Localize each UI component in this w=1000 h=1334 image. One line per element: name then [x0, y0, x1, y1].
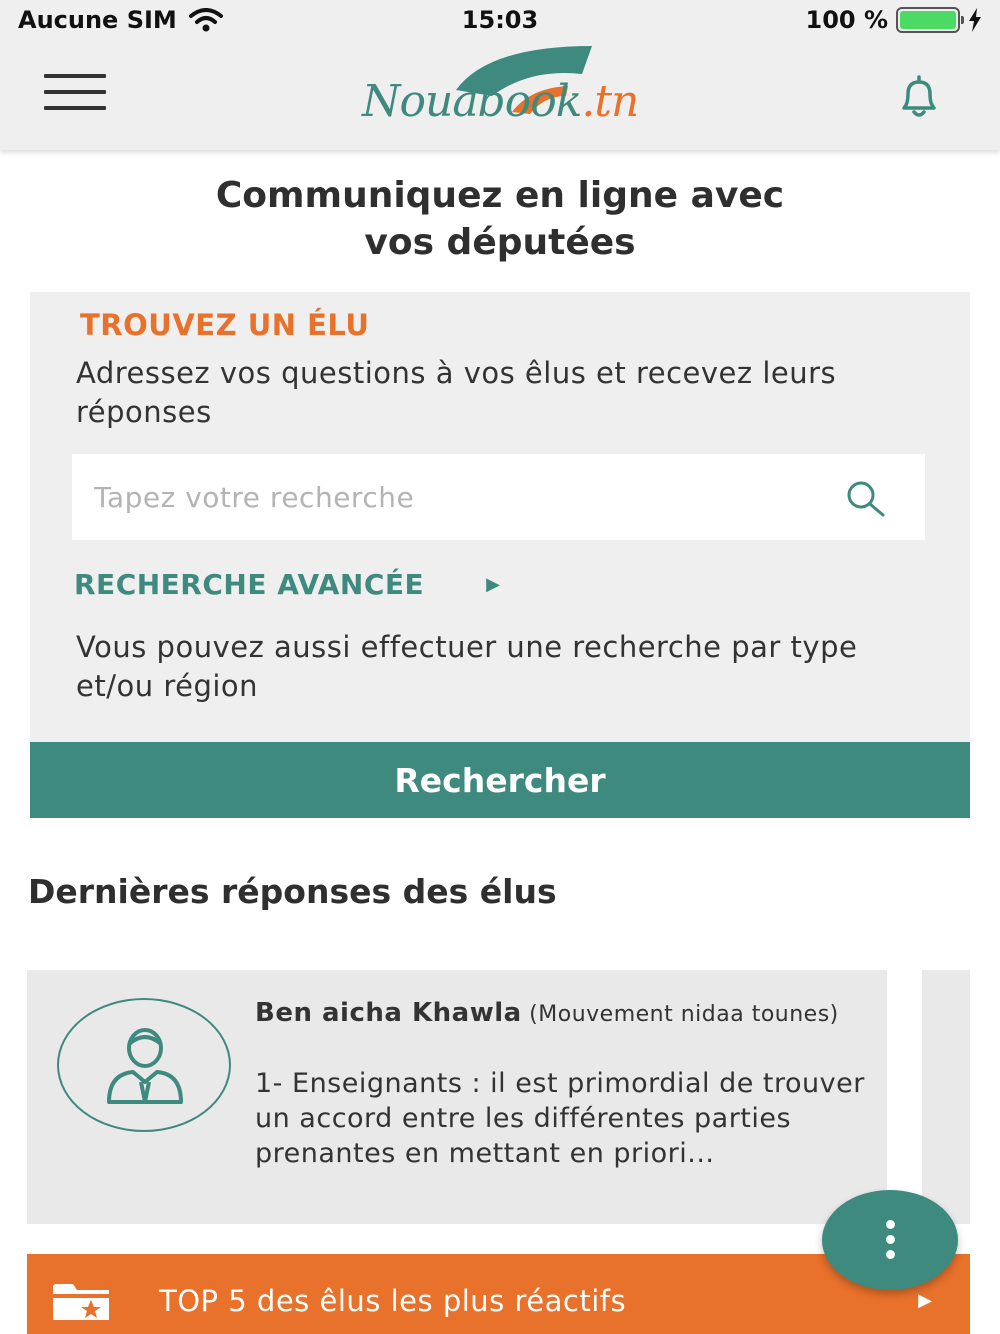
search-icon[interactable]	[843, 478, 889, 518]
more-options-fab[interactable]	[822, 1190, 958, 1290]
answer-text: 1- Enseignants : il est primordial de trouver un accord entre les différentes parties prenantes en mettant en priori...	[255, 1068, 865, 1169]
battery-percent: 100 %	[805, 6, 888, 34]
bell-icon[interactable]	[894, 74, 944, 120]
avatar	[57, 998, 231, 1132]
search-input[interactable]	[72, 454, 832, 540]
folder-star-icon	[51, 1280, 111, 1322]
search-description: Adressez vos questions à vos êlus et recevez leurs réponses	[76, 356, 837, 429]
menu-button[interactable]	[44, 74, 106, 114]
section-title: Dernières réponses des élus	[28, 872, 557, 911]
answer-author-name: Ben aicha Khawla	[255, 998, 522, 1028]
app-header	[0, 44, 1000, 150]
play-arrow-icon: ▶	[486, 574, 501, 595]
battery-icon	[896, 7, 960, 33]
search-button[interactable]: Rechercher	[30, 742, 970, 818]
play-arrow-icon: ▶	[918, 1290, 932, 1311]
answer-author	[255, 998, 865, 1030]
user-icon	[103, 1028, 187, 1106]
answer-card[interactable]	[27, 970, 887, 1224]
more-vertical-icon	[886, 1220, 895, 1229]
search-card	[30, 292, 970, 818]
advanced-search-link[interactable]	[74, 568, 500, 601]
answer-author-party: (Mouvement nidaa tounes)	[529, 1002, 839, 1027]
logo-wordmark: Nouabook.tn	[362, 76, 639, 127]
carrier-label: Aucune SIM	[18, 6, 177, 34]
advanced-search-description: Vous pouvez aussi effectuer une recherche par type et/ou région	[76, 630, 858, 703]
search-kicker: TROUVEZ UN ÉLU	[80, 308, 370, 342]
charging-icon	[968, 8, 982, 32]
page-title: Communiquez en ligne avec vos députées	[215, 175, 785, 263]
search-box	[72, 454, 925, 540]
app-logo	[360, 38, 640, 148]
top5-banner[interactable]	[27, 1254, 970, 1334]
next-answer-card[interactable]	[922, 970, 970, 1224]
battery-status	[806, 6, 983, 34]
advanced-search-label: RECHERCHE AVANCÉE	[74, 568, 425, 601]
top5-label: TOP 5 des êlus les plus réactifs	[159, 1284, 627, 1318]
clock: 15:03	[461, 6, 539, 34]
